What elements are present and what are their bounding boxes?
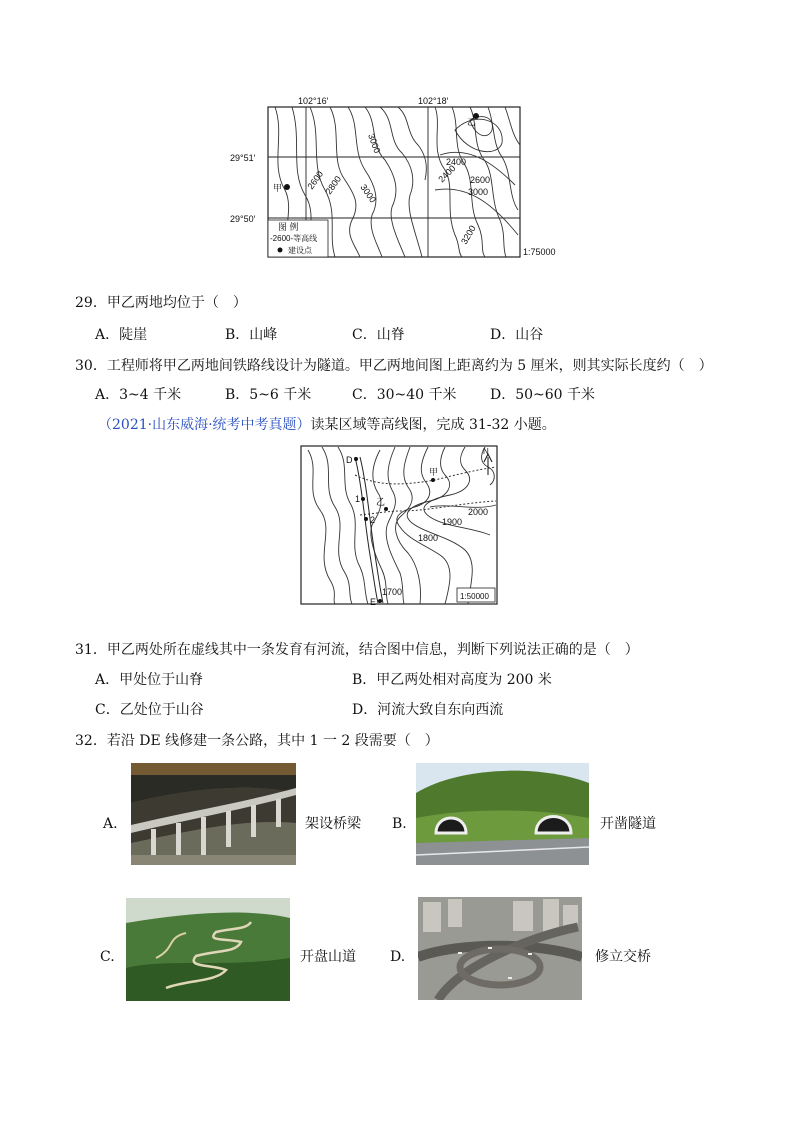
north-arrow-icon: N bbox=[483, 447, 489, 456]
map2-scale: 1:50000 bbox=[460, 592, 489, 601]
map1-contour-label: 3200 bbox=[459, 223, 478, 246]
q31-option-b[interactable]: B．甲乙两处相对高度为 200 米 bbox=[352, 672, 552, 688]
q31-option-c[interactable]: C．乙处位于山谷 bbox=[95, 702, 204, 718]
q29-stem: 29．甲乙两地均位于（ ） bbox=[75, 295, 247, 311]
q31-option-a[interactable]: A．甲处位于山脊 bbox=[95, 672, 204, 688]
q32-option-b-caption: 开凿隧道 bbox=[600, 816, 656, 832]
bridge-photo[interactable] bbox=[131, 763, 296, 865]
q32-option-c-caption: 开盘山道 bbox=[300, 949, 356, 965]
q29-option-d[interactable]: D．山谷 bbox=[490, 327, 544, 343]
map1-lat-top: 29°51′ bbox=[230, 153, 256, 163]
map1-contour-label: 2400 bbox=[446, 157, 467, 167]
section-header bbox=[98, 415, 556, 435]
exam-source: （2021·山东威海·统考中考真题） bbox=[98, 417, 311, 433]
map2-label-1: 1 bbox=[355, 494, 361, 504]
q31-stem: 31．甲乙两处所在虚线其中一条发育有河流，结合图中信息，判断下列说法正确的是（ ） bbox=[75, 642, 639, 658]
q32-option-d-letter[interactable]: D. bbox=[390, 949, 406, 965]
map1-contour-label: 2600 bbox=[305, 169, 326, 192]
map2-label-yi: 乙 bbox=[376, 497, 386, 507]
q29-option-b[interactable]: B．山峰 bbox=[225, 327, 278, 343]
q30-option-c[interactable]: C．30~40 千米 bbox=[352, 387, 457, 403]
q29-option-c[interactable]: C．山脊 bbox=[352, 327, 405, 343]
q31-option-d[interactable]: D．河流大致自东向西流 bbox=[352, 702, 504, 718]
point-yi-label: 乙 bbox=[467, 117, 477, 127]
map1-lon-left: 102°16′ bbox=[298, 96, 329, 106]
map2-label-d: D bbox=[346, 455, 353, 465]
q32-option-a-caption: 架设桥梁 bbox=[305, 816, 361, 832]
map2-contour-label: 1900 bbox=[442, 517, 463, 527]
map1-legend-contour: -2600-等高线 bbox=[270, 234, 318, 243]
map2-label-2: 2 bbox=[370, 515, 376, 525]
map2-contour-label: 1700 bbox=[382, 587, 403, 597]
map2-contour-label: 2000 bbox=[468, 507, 489, 517]
map1-lon-right: 102°18′ bbox=[418, 96, 449, 106]
map1-contour-label: 3000 bbox=[468, 187, 489, 197]
map2-contour-label: 1800 bbox=[418, 533, 439, 543]
map1-contour-label: 3000 bbox=[358, 182, 379, 205]
q32-option-d-caption: 修立交桥 bbox=[595, 949, 651, 965]
point-jia-marker bbox=[284, 184, 290, 190]
q32-option-b-letter[interactable]: B. bbox=[392, 816, 407, 832]
interchange-photo[interactable] bbox=[418, 897, 582, 1000]
map2-label-e: E bbox=[370, 597, 377, 607]
q30-option-a[interactable]: A．3~4 千米 bbox=[95, 387, 182, 403]
map1-legend-point: 建设点 bbox=[288, 246, 312, 255]
q32-option-c-letter[interactable]: C. bbox=[100, 949, 115, 965]
map1-scale: 1:75000 bbox=[523, 247, 556, 257]
map1-contour-label: 3000 bbox=[366, 132, 383, 155]
contour-map-2 bbox=[300, 445, 500, 607]
map1-contour-label: 2800 bbox=[323, 174, 344, 197]
map1-contour-label: 2600 bbox=[470, 175, 491, 185]
q29-option-a[interactable]: A．陡崖 bbox=[95, 327, 148, 343]
q30-option-d[interactable]: D．50~60 千米 bbox=[490, 387, 596, 403]
map1-lat-bottom: 29°50′ bbox=[230, 214, 256, 224]
map1-contour-label: 2400 bbox=[436, 163, 458, 185]
q32-option-a-letter[interactable]: A. bbox=[103, 816, 118, 832]
map2-label-jia: 甲 bbox=[429, 467, 439, 477]
q30-stem: 30．工程师将甲乙两地间铁路线设计为隧道。甲乙两地间图上距离约为 5 厘米，则其实际长度约（ ） bbox=[75, 358, 713, 374]
q32-stem: 32．若沿 DE 线修建一条公路，其中 1 一 2 段需要（ ） bbox=[75, 733, 439, 749]
point-jia-label: 甲 bbox=[273, 183, 283, 193]
q30-option-b[interactable]: B．5~6 千米 bbox=[225, 387, 312, 403]
section-instruction: 读某区域等高线图，完成 31-32 小题。 bbox=[310, 417, 556, 433]
mountain-road-photo[interactable] bbox=[126, 898, 290, 1001]
map1-legend-title: 图 例 bbox=[278, 222, 299, 232]
tunnel-photo[interactable] bbox=[416, 763, 589, 865]
contour-map-1 bbox=[230, 95, 570, 265]
